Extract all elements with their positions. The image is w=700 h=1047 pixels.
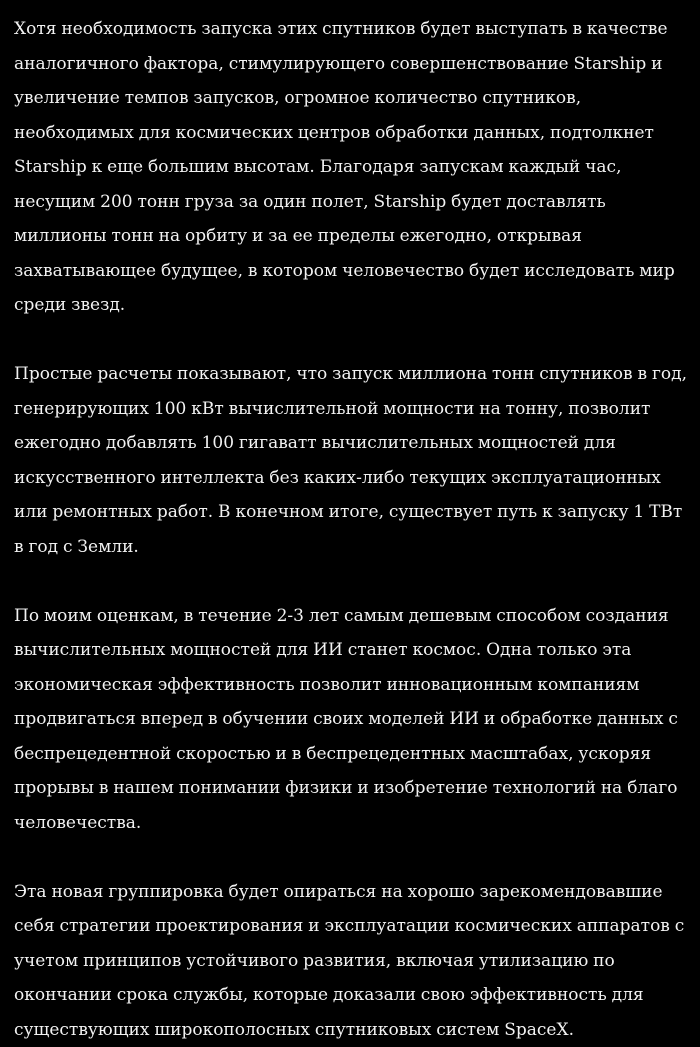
paragraph-3: По моим оценкам, в течение 2-3 лет самым дешевым способом создания вычислительных мощностей для ИИ станет космос. Одна только эта экономическая эффективность позволит инновационным компаниям продвигаться вперед в обучении своих моделей ИИ и обработке данных с беспрецедентной скоростью и в беспрецедентных масштабах, ускоряя прорывы в нашем понимании физики и изобретение технологий на благо человечества. [14, 599, 690, 841]
article-body [14, 12, 690, 1047]
paragraph-4: Эта новая группировка будет опираться на хорошо зарекомендовавшие себя стратегии проектирования и эксплуатации космических аппаратов с учетом принципов устойчивого развития, включая утилизацию по окончании срока службы, которые доказали свою эффективность для существующих широкополосных спутниковых систем SpaceX. [14, 875, 690, 1047]
paragraph-2: Простые расчеты показывают, что запуск миллиона тонн спутников в год, генерирующих 100 кВт вычислительной мощности на тонну, позволит ежегодно добавлять 100 гигаватт вычислительных мощностей для искусственного интеллекта без каких-либо текущих эксплуатационных или ремонтных работ. В конечном итоге, существует путь к запуску 1 ТВт в год с Земли. [14, 357, 690, 564]
paragraph-1: Хотя необходимость запуска этих спутников будет выступать в качестве аналогичного фактора, стимулирующего совершенствование Starship и увеличение темпов запусков, огромное количество спутников, необходимых для космических центров обработки данных, подтолкнет Starship к еще большим высотам. Благодаря запускам каждый час, несущим 200 тонн груза за один полет, Starship будет доставлять миллионы тонн на орбиту и за ее пределы ежегодно, открывая захватывающее будущее, в котором человечество будет исследовать мир среди звезд. [14, 12, 690, 323]
